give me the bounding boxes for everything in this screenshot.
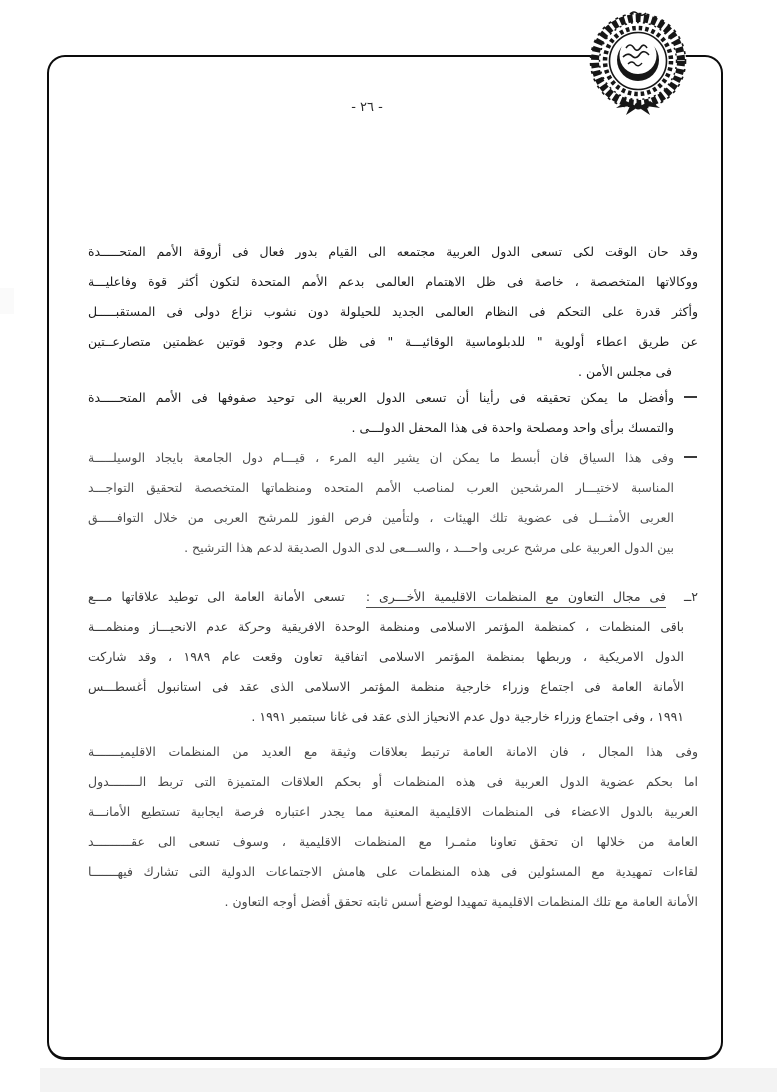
text-line: وفى هذا السياق فان أبسط ما يمكن ان يشير اليه المرء ، قيـــام دول الجامعة بايجاد الوسيلـــــة bbox=[88, 450, 674, 465]
text-line: المناسبة لاختيـــار المرشحين العرب لمناصب الأمم المتحده ومنظماتها المتخصصة لتحقيق التواجـــد bbox=[88, 480, 674, 495]
text-line: وقد حان الوقت لكى تسعى الدول العربية مجتمعه الى القيام بدور فعال فى أروقة الأمم المتحـــــدة bbox=[88, 244, 698, 259]
paragraph-regional-cooperation bbox=[88, 737, 698, 917]
text-line: ووكالاتها المتخصصة ، خاصة فى ظل الاهتمام العالمى بدعم الأمم المتحدة لتكون أكثر قوة وفاعليـــة bbox=[88, 274, 698, 289]
section-heading-line bbox=[88, 582, 698, 612]
text-line: الدول الامريكية ، وربطها بمنظمة المؤتمر الاسلامى اتفاقية تعاون وقعت عام ١٩٨٩ ، وقد شاركت bbox=[88, 649, 684, 664]
section-heading-rest: تسعى الأمانة العامة الى توطيد علاقاتها مـــع bbox=[88, 589, 345, 604]
paragraph-un-role bbox=[88, 237, 698, 387]
text-line: بين الدول العربية على مرشح عربى واحـــد ، والســـعى لدى الدول الصديقة لدعم هذا الترشيح . bbox=[184, 540, 674, 555]
dash-bullet-icon bbox=[684, 396, 697, 398]
paragraph-arab-candidates bbox=[88, 443, 674, 563]
text-line: لقاءات تمهيدية مع المسئولين فى هذه المنظمات على هامش الاجتماعات الدولية التى تشارك فيهـــــــا bbox=[88, 864, 698, 879]
text-line: العامة من خلالها ان تحقق تعاونا مثمـرا مع المنظمات الاقليمية ، وسوف تسعى الى عقــــــــــد bbox=[88, 834, 698, 849]
arab-league-emblem-icon bbox=[570, 8, 706, 120]
section-regional-organizations bbox=[88, 582, 698, 732]
text-line: وأفضل ما يمكن تحقيقه فى رأينا أن تسعى الدول العربية الى توحيد صفوفها فى الأمم المتحـــــدة bbox=[88, 390, 674, 405]
scan-artifact-left bbox=[0, 288, 14, 314]
text-line: العربية بالدول الاعضاء فى المنظمات الاقليمية المعنية مما يجدر اعتباره فرصة ايجابية تستطيع الأمانـــة bbox=[88, 804, 698, 819]
text-line: الأمانة العامة فى اجتماع وزراء خارجية منظمة المؤتمر الاسلامى الذى عقد فى استانبول أغسطـــس bbox=[88, 679, 684, 694]
section-heading: فى مجال التعاون مع المنظمات الاقليمية الأخـــرى : bbox=[366, 589, 666, 608]
text-line: ١٩٩١ ، وفى اجتماع وزراء خارجية دول عدم الانحياز الذى عقد فى غانا سبتمبر ١٩٩١ . bbox=[251, 709, 684, 724]
text-line: العربى الأمثـــل فى عضوية تلك الهيئات ، ولتأمين فرص الفوز للمرشح العربى من خلال التوافـــــق bbox=[88, 510, 674, 525]
text-line: عن طريق اعطاء أولوية " للدبلوماسية الوقائيـــة " فى ظل عدم وجود قوتين عظمتين متصارعــتين bbox=[88, 334, 698, 349]
dash-bullet-icon bbox=[684, 456, 697, 458]
text-line: الأمانة العامة مع تلك المنظمات الاقليمية تمهيدا لوضع أسس ثابته تحقق أفضل أوجه التعاون . bbox=[224, 894, 698, 909]
paragraph-unify-ranks bbox=[88, 383, 674, 443]
text-line: وأكثر قدرة على التحكم فى النظام العالمى الجديد للحيلولة دون نشوب نزاع دولى فى المستقبـــــل bbox=[88, 304, 698, 319]
text-line: اما بحكم عضوية الدول العربية فى هذه المنظمات أو بحكم العلاقات المتميزة التى تربط الــــــــدول bbox=[88, 774, 698, 789]
text-line: فى مجلس الأمن . bbox=[578, 364, 672, 379]
section-number: ٢ــ bbox=[683, 589, 698, 604]
scan-artifact-bottom-band bbox=[40, 1068, 777, 1092]
page-number: - ٢٦ - bbox=[351, 100, 383, 115]
text-line: والتمسك برأى واحد ومصلحة واحدة فى هذا المحفل الدولـــى . bbox=[351, 420, 674, 435]
text-line: باقى المنظمات ، كمنظمة المؤتمر الاسلامى ومنظمة الوحدة الافريقية وحركة عدم الانحيـــاز ومنظمـــة bbox=[88, 619, 684, 634]
text-line: وفى هذا المجال ، فان الامانة العامة ترتبط بعلاقات وثيقة مع العديد من المنظمات الاقليميـــــــة bbox=[88, 744, 698, 759]
